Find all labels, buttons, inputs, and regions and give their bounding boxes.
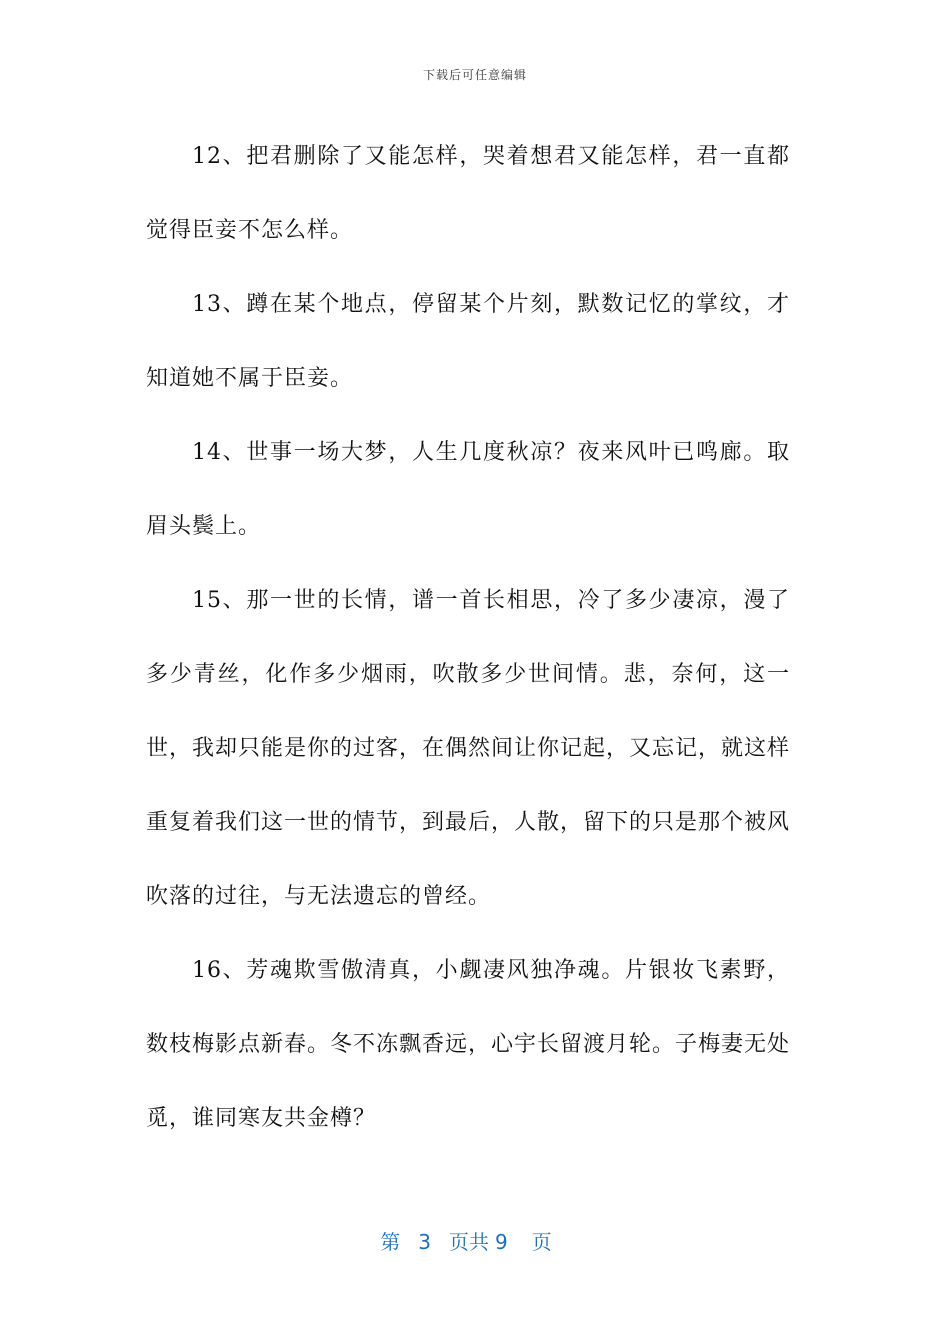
footer-suffix: 页 [531,1230,552,1254]
paragraph-16: 16、芳魂欺雪傲清真，小觑凄风独净魂。片银妆飞素野，数枝梅影点新春。冬不冻飘香远，心宇长留渡月轮。子梅妻无处觅，谁同寒友共金樽？ [146,958,791,1131]
current-page-number: 3 [418,1230,431,1254]
footer-prefix: 第 [380,1230,401,1254]
footer-middle: 页共 [449,1230,489,1254]
page-header: 下载后可任意编辑 [422,68,527,82]
paragraph-15: 15、那一世的长情，谱一首长相思，冷了多少凄凉，漫了多少青丝，化作多少烟雨，吹散多少世间情。悲，奈何，这一世，我却只能是你的过客，在偶然间让你记起，又忘记，就这样重复着我们这一世的情节，到最后，人散，留下的只是那个被风吹落的过往，与无法遗忘的曾经。 [146,588,791,909]
paragraph-12: 12、把君删除了又能怎样，哭着想君又能怎样，君一直都觉得臣妾不怎么样。 [146,144,790,243]
paragraph-13: 13、蹲在某个地点，停留某个片刻，默数记忆的掌纹，才知道她不属于臣妾。 [146,292,790,391]
page-footer [0,1226,950,1255]
document-body [146,120,790,1156]
paragraph-14: 14、世事一场大梦，人生几度秋凉？夜来风叶已鸣廊。取眉头鬓上。 [146,440,790,539]
total-pages-number: 9 [495,1230,508,1254]
